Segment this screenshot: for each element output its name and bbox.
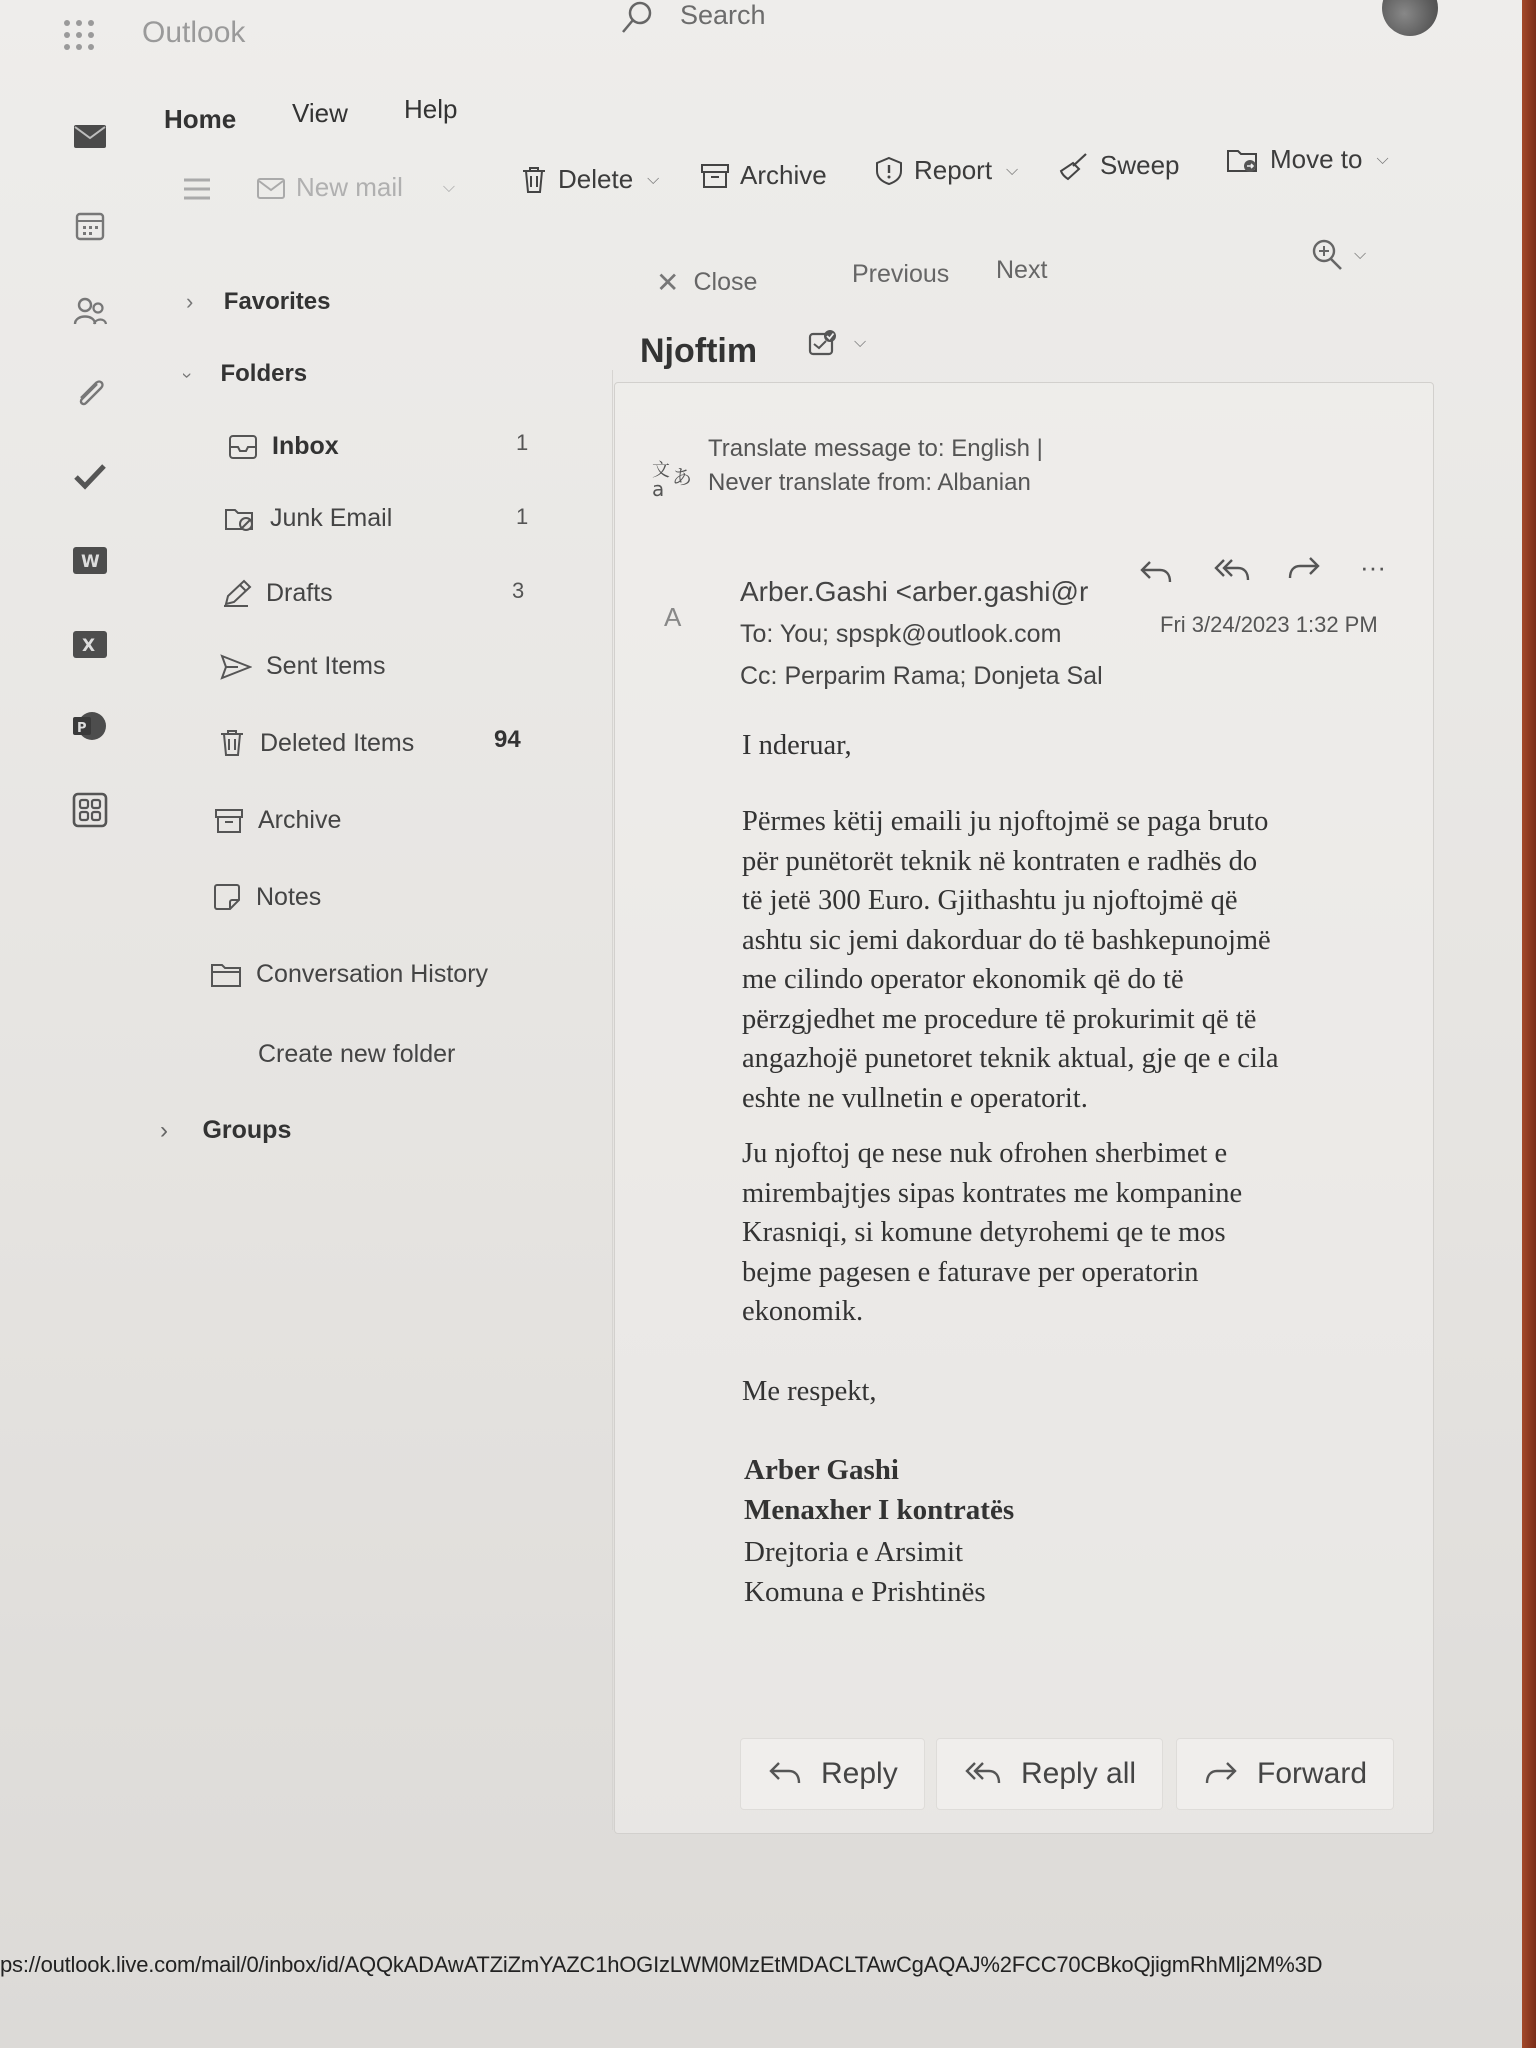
chevron-down-icon: › xyxy=(177,372,198,379)
new-mail-icon xyxy=(256,175,286,201)
report-label: Report xyxy=(914,155,993,185)
attachment-icon[interactable] xyxy=(72,376,108,412)
body-line: bejme pagesen e faturave per operatorin xyxy=(742,1256,1199,1288)
zoom-icon xyxy=(1310,238,1344,272)
svg-text:X: X xyxy=(82,636,96,656)
archive-label: Archive xyxy=(740,160,827,190)
body-paragraph-1 xyxy=(742,802,1422,1118)
search-input[interactable]: Search xyxy=(680,0,766,30)
hamburger-icon[interactable] xyxy=(182,176,212,202)
app-launcher-icon[interactable] xyxy=(62,18,96,52)
body-closing: Me respekt, xyxy=(742,1376,877,1407)
reply-all-icon xyxy=(963,1759,1003,1789)
chevron-down-icon[interactable]: ⌵ xyxy=(1006,161,1019,179)
background-edge xyxy=(1522,0,1536,2048)
chevron-down-icon: ⌵ xyxy=(854,334,867,351)
powerpoint-icon[interactable] xyxy=(72,708,108,744)
chevron-down-icon[interactable]: ⌵ xyxy=(647,170,660,188)
more-icon[interactable]: ··· xyxy=(1360,552,1386,582)
message-subject: Njoftim xyxy=(640,332,758,370)
body-line: për punëtorët teknik në kontraten e radhës do xyxy=(742,845,1258,877)
body-line: Krasniqi, si komune detyrohemi qe te mos xyxy=(742,1217,1226,1248)
search-icon[interactable] xyxy=(620,0,656,36)
calendar-icon[interactable] xyxy=(72,208,108,244)
body-line: përzgjedhet me procedure të prokurimit që të xyxy=(742,1003,1257,1035)
tab-view[interactable]: View xyxy=(292,98,348,128)
move-to-label: Move to xyxy=(1270,144,1363,174)
broom-icon xyxy=(1058,151,1090,181)
sender-avatar: A xyxy=(664,602,682,632)
new-mail-label: New mail xyxy=(296,172,403,202)
groups-header: Groups xyxy=(202,1116,292,1144)
apps-icon[interactable] xyxy=(72,792,108,828)
folder-icon xyxy=(210,961,242,989)
sidebar-item-drafts[interactable] xyxy=(222,578,333,608)
sidebar-item-conversation-history[interactable] xyxy=(210,960,488,989)
body-line: eshte ne vullnetin e operatorit. xyxy=(742,1082,1088,1114)
message-date: Fri 3/24/2023 1:32 PM xyxy=(1160,612,1378,637)
reply-icon[interactable] xyxy=(1138,558,1174,588)
never-translate-link[interactable]: Never translate from: Albanian xyxy=(708,469,1031,496)
body-line: ekonomik. xyxy=(742,1296,864,1327)
chevron-down-icon[interactable]: ⌵ xyxy=(442,178,456,196)
folder-move-icon xyxy=(1226,145,1260,175)
translate-icon xyxy=(652,456,696,500)
body-line: ashtu sic jemi dakorduar do të bashkepunojmë xyxy=(742,924,1271,956)
excel-icon[interactable] xyxy=(72,626,108,662)
sweep-label: Sweep xyxy=(1100,150,1180,180)
reply-all-button[interactable] xyxy=(936,1738,1163,1810)
send-icon xyxy=(220,653,252,681)
archive-button[interactable] xyxy=(700,160,827,191)
people-icon[interactable] xyxy=(72,294,108,330)
signature-name: Arber Gashi xyxy=(744,1454,899,1486)
inbox-icon xyxy=(228,433,258,461)
close-icon: ✕ xyxy=(656,267,680,298)
svg-text:W: W xyxy=(81,552,100,572)
trash-icon xyxy=(218,728,246,758)
delete-label: Delete xyxy=(558,164,634,194)
body-line: Ju njoftoj qe nese nuk ofrohen sherbimet e xyxy=(742,1138,1228,1169)
groups-toggle[interactable] xyxy=(160,1116,291,1145)
page-url: ps://outlook.live.com/mail/0/inbox/id/AQQkADAwATZiZmYAZC1hOGIzLWM0MzEtMDACLTAwCgAQAJ%2FCC70CBkoQjigmRhMlj2M%3D xyxy=(0,1952,1323,1977)
sidebar-item-label: Archive xyxy=(258,806,342,834)
forward-icon xyxy=(1203,1759,1239,1789)
reply-button[interactable] xyxy=(740,1738,925,1810)
close-button[interactable] xyxy=(656,266,757,299)
sidebar-item-label: Junk Email xyxy=(270,504,393,532)
body-line: Përmes këtij emaili ju njoftojmë se paga bruto xyxy=(742,806,1269,837)
trash-icon xyxy=(520,165,548,195)
forward-button[interactable] xyxy=(1176,1738,1394,1810)
sidebar-item-archive[interactable] xyxy=(214,806,341,835)
recipients-to: To: You; spspk@outlook.com xyxy=(740,620,1062,648)
body-line: angazhojë punetoret teknik aktual, gje qe e cila xyxy=(742,1043,1279,1074)
tab-help[interactable]: Help xyxy=(404,94,458,124)
tag-icon xyxy=(808,328,840,358)
avatar[interactable] xyxy=(1382,0,1438,36)
archive-icon xyxy=(214,807,244,835)
toolbar xyxy=(152,144,1452,234)
pane-divider xyxy=(612,370,613,1830)
body-line: të jetë 300 Euro. Gjithashtu ju njoftojmë që xyxy=(742,885,1238,916)
unread-count: 1 xyxy=(516,504,529,529)
tab-home[interactable]: Home xyxy=(164,104,237,134)
sidebar-item-label: Drafts xyxy=(266,578,333,607)
signature-department: Drejtoria e Arsimit xyxy=(744,1536,964,1568)
recipients-cc: Cc: Perparim Rama; Donjeta Sal xyxy=(740,662,1103,690)
forward-label: Forward xyxy=(1257,1757,1368,1790)
unread-count: 1 xyxy=(516,430,529,455)
next-button[interactable]: Next xyxy=(996,256,1048,284)
note-icon xyxy=(212,882,242,912)
svg-text:あ: あ xyxy=(672,465,692,489)
deleted-count: 94 xyxy=(494,726,521,753)
reply-all-label: Reply all xyxy=(1021,1757,1137,1790)
mail-icon[interactable] xyxy=(72,118,108,154)
delete-button[interactable] xyxy=(520,164,659,195)
word-icon[interactable] xyxy=(72,542,108,578)
reply-all-icon[interactable] xyxy=(1212,556,1252,586)
sidebar-item-label: Conversation History xyxy=(256,960,489,988)
svg-text:文: 文 xyxy=(652,460,670,481)
sidebar-item-label: Inbox xyxy=(272,432,339,460)
sender-name[interactable]: Arber.Gashi <arber.gashi@r xyxy=(740,576,1089,607)
sidebar-item-notes[interactable] xyxy=(212,882,321,912)
signature-title: Menaxher I kontratës xyxy=(744,1494,1015,1526)
sidebar-item-label: Notes xyxy=(256,882,322,911)
shield-icon xyxy=(874,156,904,186)
close-label: Close xyxy=(693,268,758,296)
create-new-folder-link[interactable]: Create new folder xyxy=(258,1040,456,1068)
app-title: Outlook xyxy=(142,16,246,49)
reply-label: Reply xyxy=(821,1757,898,1790)
report-button[interactable] xyxy=(874,155,1018,186)
draft-count: 3 xyxy=(512,578,525,603)
pencil-icon xyxy=(222,578,252,608)
new-mail-button[interactable] xyxy=(256,172,455,203)
sidebar-item-deleted-items[interactable] xyxy=(218,728,414,758)
zoom-button[interactable] xyxy=(1310,238,1366,272)
reply-icon xyxy=(767,1759,803,1789)
sweep-button[interactable] xyxy=(1058,150,1180,181)
chevron-right-icon: › xyxy=(160,1117,168,1144)
folders-toggle[interactable] xyxy=(177,360,308,388)
favorites-header: Favorites xyxy=(223,288,331,315)
chevron-right-icon: › xyxy=(186,289,194,314)
body-line: mirembajtjes sipas kontrates me kompanine xyxy=(742,1177,1243,1209)
message-tags-button[interactable] xyxy=(808,328,866,358)
previous-button[interactable]: Previous xyxy=(852,260,950,288)
svg-text:a: a xyxy=(652,477,665,500)
move-to-button[interactable] xyxy=(1226,144,1389,175)
signature-city: Komuna e Prishtinës xyxy=(744,1576,986,1608)
translate-bar[interactable] xyxy=(708,432,1043,500)
todo-icon[interactable] xyxy=(72,458,108,494)
translate-to-link[interactable]: Translate message to: English | xyxy=(708,435,1043,462)
body-paragraph-2 xyxy=(742,1134,1422,1332)
svg-text:P: P xyxy=(77,721,87,736)
sidebar-item-label: Sent Items xyxy=(266,652,386,680)
forward-icon[interactable] xyxy=(1286,554,1322,584)
body-greeting: I nderuar, xyxy=(742,730,852,761)
favorites-toggle[interactable] xyxy=(186,288,331,316)
sidebar-item-sent-items[interactable] xyxy=(220,652,386,681)
archive-icon xyxy=(700,162,730,190)
folders-header: Folders xyxy=(220,360,308,387)
chevron-down-icon: ⌵ xyxy=(1354,246,1367,263)
chevron-down-icon[interactable]: ⌵ xyxy=(1376,150,1389,168)
sidebar-item-junk-email[interactable] xyxy=(224,504,392,533)
sidebar-item-inbox[interactable] xyxy=(228,432,339,461)
sidebar-item-label: Deleted Items xyxy=(260,728,415,757)
junk-icon xyxy=(224,505,256,533)
body-line: me cilindo operator ekonomik që do të xyxy=(742,964,1184,995)
